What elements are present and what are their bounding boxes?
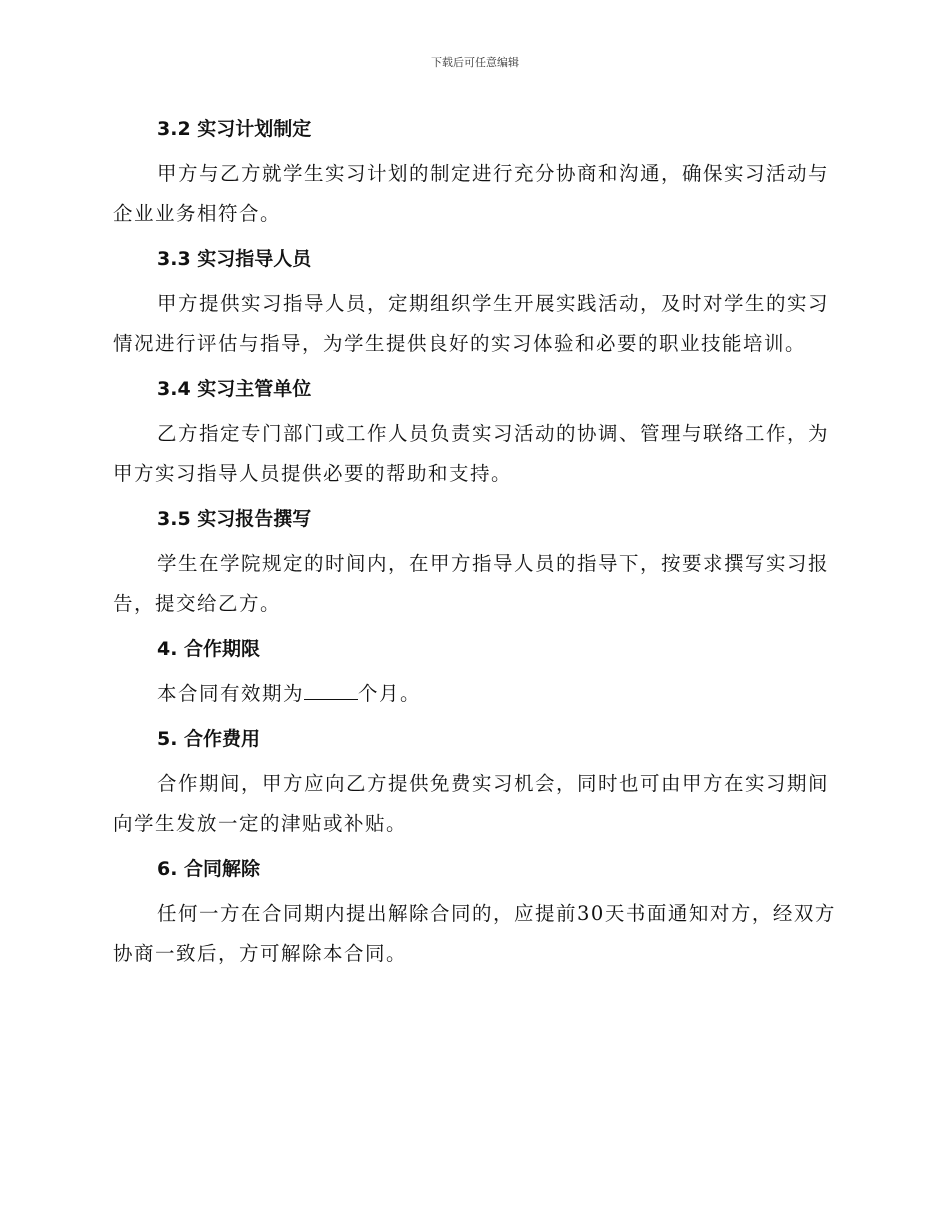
section-paragraph-3-2: 甲方与乙方就学生实习计划的制定进行充分协商和沟通，确保实习活动与企业业务相符合。: [113, 162, 830, 225]
term-text-after: 个月。: [358, 682, 422, 705]
page-header-note: 下载后可任意编辑: [431, 56, 519, 69]
term-text-before: 本合同有效期为: [157, 682, 305, 705]
term-blank-field: [304, 681, 358, 700]
section-paragraph-3-3: 甲方提供实习指导人员，定期组织学生开展实践活动，及时对学生的实习情况进行评估与指导，为学生提供良好的实习体验和必要的职业技能培训。: [113, 292, 830, 355]
section-heading-3-4: 3.4 实习主管单位: [157, 378, 312, 400]
section-heading-3-3: 3.3 实习指导人员: [157, 248, 312, 270]
section-paragraph-3-5: 学生在学院规定的时间内，在甲方指导人员的指导下，按要求撰写实习报告，提交给乙方。: [113, 552, 830, 615]
section-heading-3-2: 3.2 实习计划制定: [157, 118, 312, 140]
section-heading-6: 6. 合同解除: [157, 858, 261, 880]
document-body: [113, 108, 837, 978]
section-heading-4: 4. 合作期限: [157, 638, 261, 660]
section-heading-3-5: 3.5 实习报告撰写: [157, 508, 312, 530]
section-heading-5: 5. 合作费用: [157, 728, 261, 750]
section-paragraph-4: [113, 674, 837, 714]
section-paragraph-5: 合作期间，甲方应向乙方提供免费实习机会，同时也可由甲方在实习期间向学生发放一定的津贴或补贴。: [113, 772, 830, 835]
section-paragraph-6: 任何一方在合同期内提出解除合同的，应提前30天书面通知对方，经双方协商一致后，方可解除本合同。: [113, 902, 836, 965]
section-paragraph-3-4: 乙方指定专门部门或工作人员负责实习活动的协调、管理与联络工作，为甲方实习指导人员提供必要的帮助和支持。: [113, 422, 830, 485]
